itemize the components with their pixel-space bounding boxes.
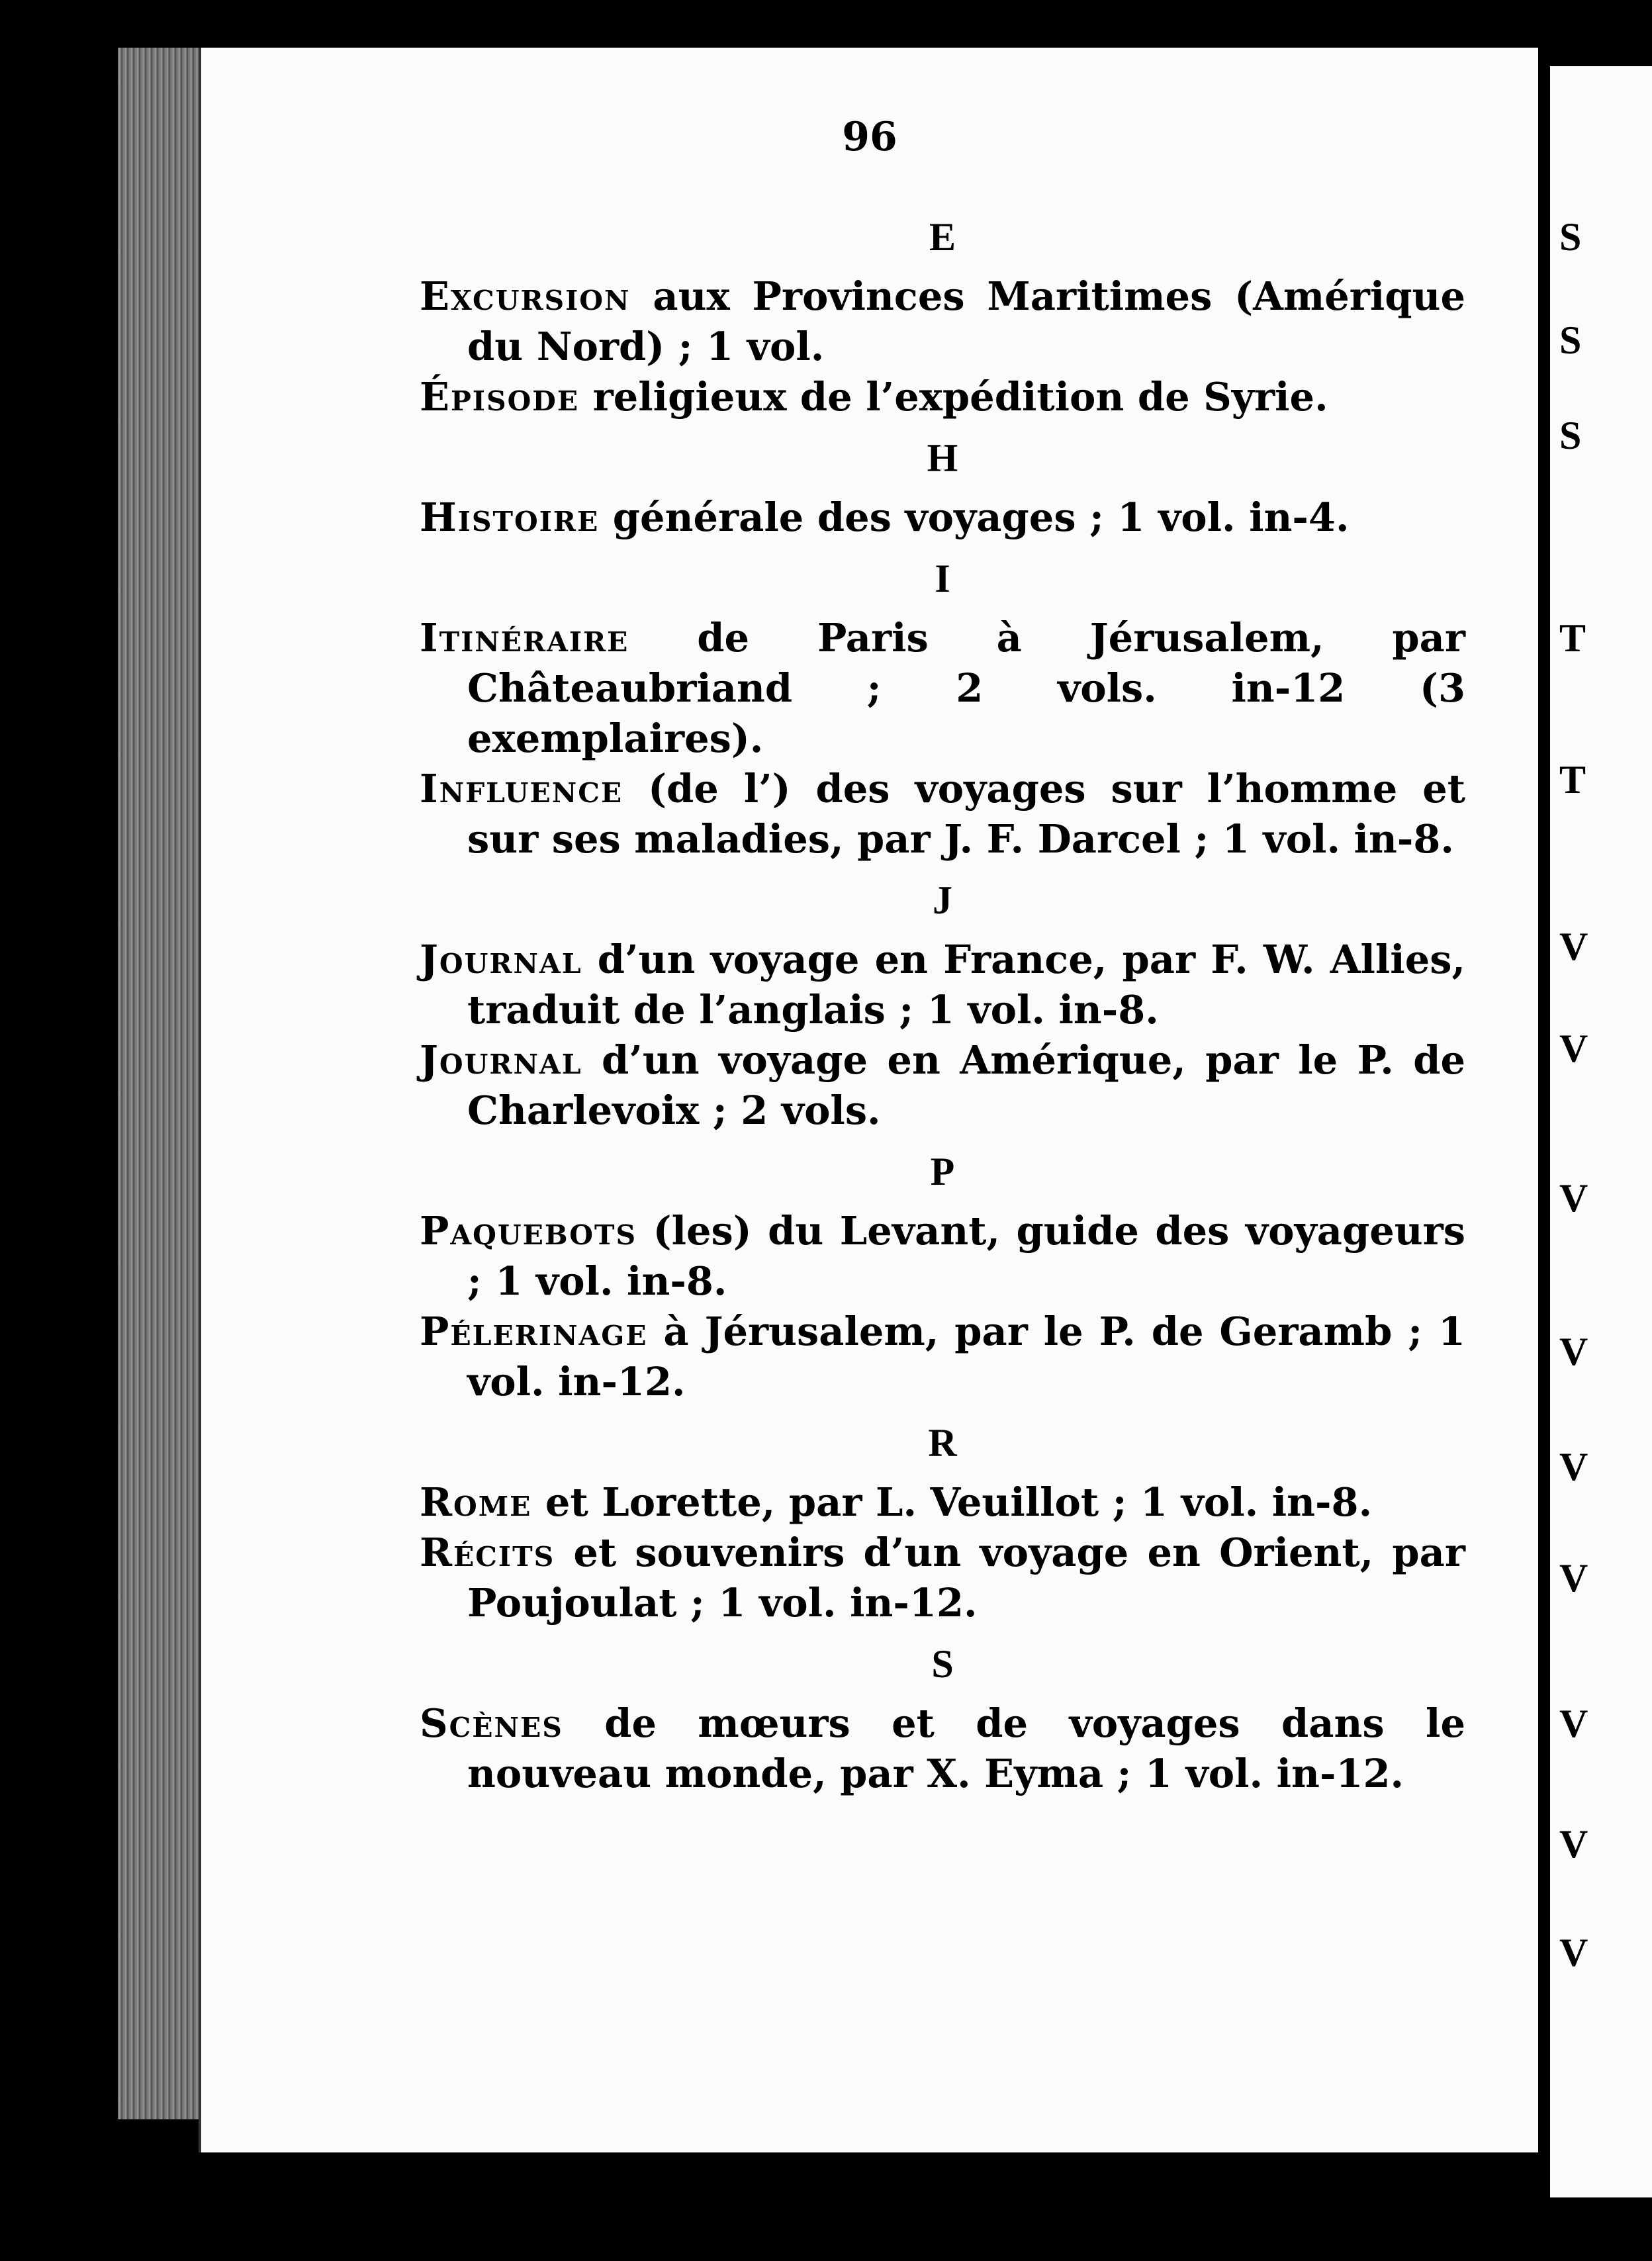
entry-headword: Journal bbox=[420, 1037, 582, 1083]
facing-page-fragment: V bbox=[1559, 1027, 1588, 1070]
entry-text: générale des voyages ; 1 vol. in-4. bbox=[599, 494, 1350, 540]
entry-text: et Lorette, par L. Veuillot ; 1 vol. in-8. bbox=[531, 1479, 1373, 1525]
facing-page-fragment: V bbox=[1559, 1702, 1588, 1745]
index-entry bbox=[420, 1698, 1465, 1799]
index-entry bbox=[420, 764, 1465, 864]
entry-headword: Histoire bbox=[420, 494, 600, 540]
entry-text: (de l’) des voyages sur l’homme et sur ses maladies, par J. F. Darcel ; 1 vol. in-8. bbox=[467, 766, 1465, 862]
entry-text: à Jérusalem, par le P. de Geramb ; 1 vol. in-12. bbox=[467, 1309, 1465, 1405]
index-entry bbox=[420, 1528, 1465, 1628]
index-entry bbox=[420, 492, 1465, 543]
facing-page-fragment: T bbox=[1559, 758, 1586, 802]
entry-text: aux Provinces Maritimes (Amérique du Nord) ; 1 vol. bbox=[467, 273, 1465, 369]
book-page bbox=[199, 48, 1538, 2152]
page-number: 96 bbox=[842, 114, 897, 160]
section-letter-j: J bbox=[933, 878, 952, 922]
index-entry bbox=[420, 1035, 1465, 1136]
entry-headword: Pélerinage bbox=[420, 1309, 648, 1354]
facing-page-fragment: V bbox=[1559, 1556, 1588, 1600]
section-letter-p: P bbox=[930, 1150, 955, 1193]
facing-page-fragment: V bbox=[1559, 1330, 1588, 1373]
section-letter-e: E bbox=[929, 215, 956, 259]
entry-headword: Épisode bbox=[420, 374, 580, 420]
index-entry bbox=[420, 613, 1465, 764]
section-letter-r: R bbox=[928, 1421, 957, 1465]
entry-headword: Journal bbox=[420, 937, 582, 982]
section-letter-s: S bbox=[931, 1642, 954, 1686]
entry-headword: Paquebots bbox=[420, 1208, 637, 1254]
entry-text: de mœurs et de voyages dans le nouveau monde, par X. Eyma ; 1 vol. in-12. bbox=[467, 1700, 1465, 1796]
entry-headword: Scènes bbox=[420, 1700, 563, 1746]
entry-text: de Paris à Jérusalem, par Châteaubriand ; 2 vols. in-12 (3 exemplaires). bbox=[467, 615, 1465, 761]
index-entry bbox=[420, 1307, 1465, 1407]
facing-page-fragment: S bbox=[1559, 414, 1582, 457]
entry-text: d’un voyage en Amérique, par le P. de Charlevoix ; 2 vols. bbox=[467, 1037, 1465, 1133]
index-content bbox=[420, 201, 1465, 1799]
facing-page-fragment: V bbox=[1559, 1445, 1588, 1489]
facing-page-fragment: S bbox=[1559, 215, 1582, 259]
section-letter-h: H bbox=[927, 436, 958, 480]
entry-text: (les) du Levant, guide des voyageurs ; 1 vol. in-8. bbox=[467, 1208, 1465, 1304]
entry-text: et souvenirs d’un voyage en Orient, par Poujoulat ; 1 vol. in-12. bbox=[467, 1530, 1465, 1626]
entry-headword: Excursion bbox=[420, 273, 631, 319]
facing-page-strip bbox=[1550, 66, 1652, 2197]
entry-headword: Influence bbox=[420, 766, 623, 811]
facing-page-fragment: S bbox=[1559, 318, 1582, 362]
entry-text: religieux de l’expédition de Syrie. bbox=[579, 374, 1328, 420]
facing-page-fragment: V bbox=[1559, 1176, 1588, 1220]
index-entry bbox=[420, 271, 1465, 372]
entry-headword: Récits bbox=[420, 1530, 555, 1575]
section-letter-i: I bbox=[935, 557, 950, 600]
index-entry bbox=[420, 1477, 1465, 1528]
facing-page-fragment: T bbox=[1559, 616, 1586, 660]
index-entry bbox=[420, 372, 1465, 422]
entry-headword: Rome bbox=[420, 1479, 532, 1525]
page-edge bbox=[118, 48, 204, 2119]
facing-page-fragment: V bbox=[1559, 1822, 1588, 1866]
facing-page-fragment: V bbox=[1559, 1931, 1588, 1974]
entry-headword: Itinéraire bbox=[420, 615, 629, 661]
index-entry bbox=[420, 935, 1465, 1035]
entry-text: d’un voyage en France, par F. W. Allies, traduit de l’anglais ; 1 vol. in-8. bbox=[467, 937, 1465, 1033]
facing-page-fragment: V bbox=[1559, 925, 1588, 968]
index-entry bbox=[420, 1206, 1465, 1307]
